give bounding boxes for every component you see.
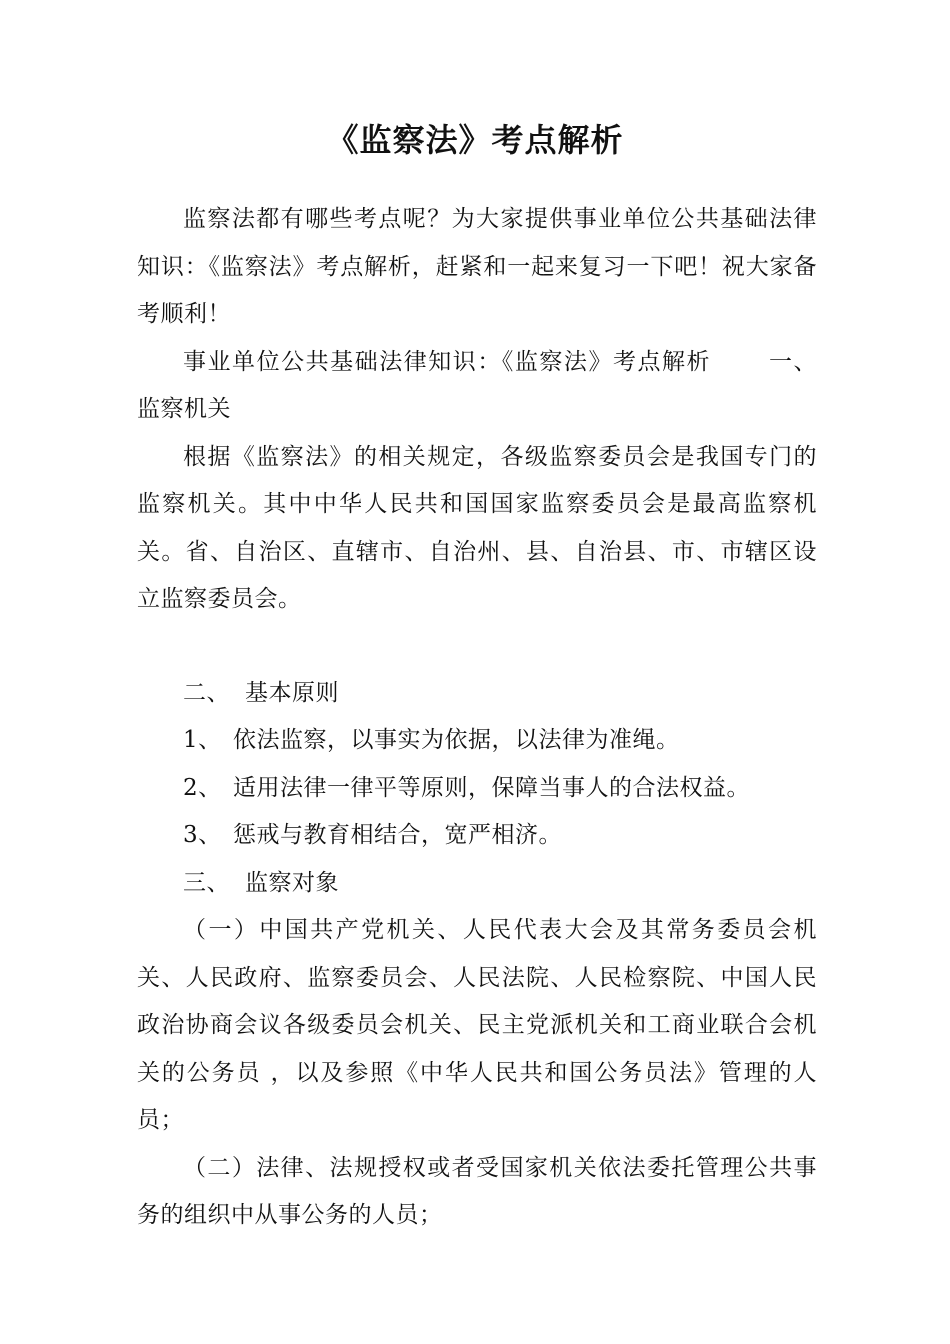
principle-text: 惩戒与教育相结合，宽严相济。 <box>233 822 562 848</box>
subtitle-line: 事业单位公共基础法律知识：《监察法》考点解析 一、 监察机关 <box>137 348 817 422</box>
section3-number: 三、 <box>183 869 230 896</box>
section2-number: 二、 <box>183 679 230 706</box>
principle-item <box>137 765 817 813</box>
supervision-object-paragraph: （一）中国共产党机关、人民代表大会及其常务委员会机关、人民政府、监察委员会、人民法院、人民检察院、中国人民政治协商会议各级委员会机关、民主党派机关和工商业联合会机关的公务员 ，以及参照《中华人民共和国公务员法》管理的人员； <box>137 917 817 1133</box>
supervision-object-paragraph: （二）法律、法规授权或者受国家机关依法委托管理公共事务的组织中从事公务的人员； <box>137 1154 817 1228</box>
principle-item <box>137 812 817 860</box>
principle-text: 适用法律一律平等原则，保障当事人的合法权益。 <box>233 774 750 801</box>
principle-number: 2、 <box>183 774 222 801</box>
document-title: 《监察法》考点解析 <box>326 121 624 159</box>
principle-item <box>137 717 817 765</box>
section3-heading-text: 监察对象 <box>245 869 339 896</box>
section1-body-paragraph: 根据《监察法》的相关规定，各级监察委员会是我国专门的监察机关。其中中华人民共和国国家监察委员会是最高监察机关。省、自治区、直辖市、自治州、县、自治县、市、市辖区设立监察委员会。 <box>137 443 817 612</box>
intro-paragraph: 监察法都有哪些考点呢？为大家提供事业单位公共基础法律知识：《监察法》考点解析，赶紧和一起来复习一下吧！祝大家备考顺利！ <box>137 206 817 327</box>
section3-heading <box>137 860 817 908</box>
paragraph-gap <box>137 624 817 670</box>
document-body <box>137 196 817 1240</box>
section2-heading-text: 基本原则 <box>245 679 339 706</box>
section2-heading <box>137 670 817 718</box>
principle-text: 依法监察，以事实为依据，以法律为准绳。 <box>233 727 680 753</box>
principle-number: 1、 <box>183 727 222 753</box>
principle-number: 3、 <box>183 822 222 848</box>
